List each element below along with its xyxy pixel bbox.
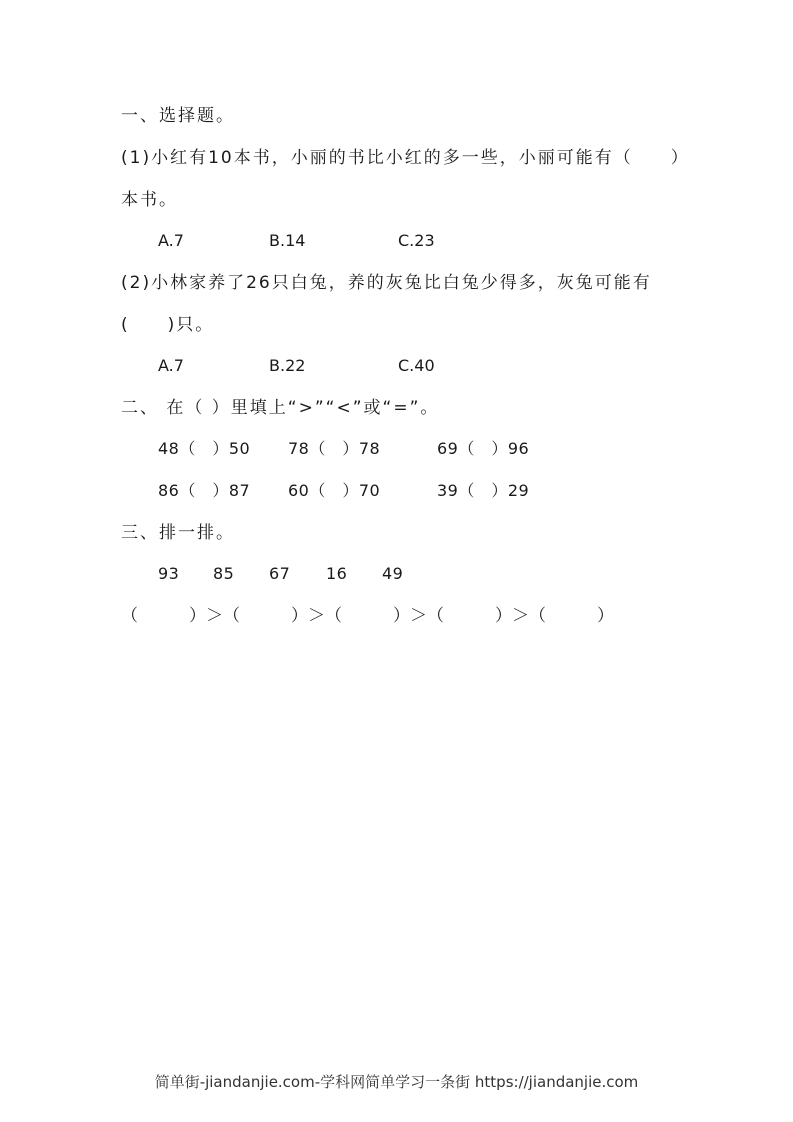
q2-option-c: C.40 <box>398 356 435 375</box>
compare-item: 39（ ）29 <box>437 481 530 500</box>
q2-option-b: B.22 <box>269 356 306 375</box>
q1-option-a: A.7 <box>158 231 184 250</box>
sort-number: 93 <box>158 564 180 583</box>
page-footer: 简单街-jiandanjie.com-学科网简单学习一条街 https://jiandanjie.com <box>154 1073 639 1091</box>
compare-item: 60（ ）70 <box>288 481 381 500</box>
q1-text-line2: 本书。 <box>121 190 178 210</box>
q2-text-line1: (2)小林家养了26只白兔，养的灰兔比白兔少得多，灰兔可能有 <box>121 273 652 293</box>
q1-option-c: C.23 <box>398 231 435 250</box>
q2-text-line2: ( )只。 <box>121 315 215 335</box>
compare-item: 78（ ）78 <box>288 439 381 458</box>
q1-text-line1: (1)小红有10本书，小丽的书比小红的多一些，小丽可能有（ ） <box>121 148 690 168</box>
section2-heading: 二、 在（ ）里填上“>”“<”或“=”。 <box>121 398 440 418</box>
compare-item: 69（ ）96 <box>437 439 530 458</box>
section1-heading: 一、选择题。 <box>121 106 235 126</box>
sort-number: 16 <box>326 564 348 583</box>
q2-option-a: A.7 <box>158 356 184 375</box>
q1-option-b: B.14 <box>269 231 306 250</box>
section3-heading: 三、排一排。 <box>121 523 235 543</box>
sort-number: 67 <box>269 564 291 583</box>
sort-number: 85 <box>213 564 235 583</box>
compare-item: 86（ ）87 <box>158 481 251 500</box>
compare-item: 48（ ）50 <box>158 439 251 458</box>
sort-number: 49 <box>382 564 404 583</box>
order-blanks-line: （ ）＞（ ）＞（ ）＞（ ）＞（ ） <box>121 606 614 626</box>
